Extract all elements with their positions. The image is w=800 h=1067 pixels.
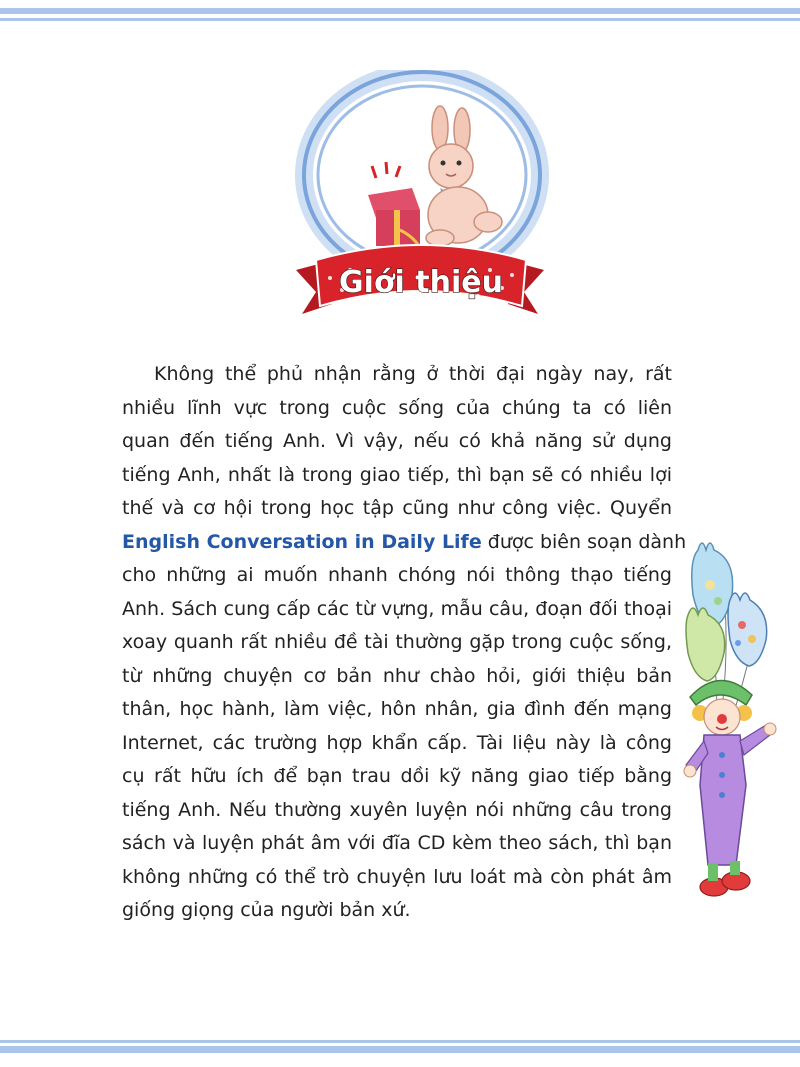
section-title: Giới thiệu — [339, 265, 503, 300]
text-line: nhiều lĩnh vực trong cuộc sống của chúng ta có liên — [122, 396, 672, 419]
top-border-thin — [0, 18, 800, 21]
text-line-rest: được biên soạn dành — [481, 530, 687, 553]
text-line: tiếng Anh. Nếu thường xuyên luyện nói những câu trong — [122, 798, 672, 821]
balloon-icon — [728, 593, 767, 666]
clown-with-balloons-illustration — [680, 535, 798, 935]
top-border-thick — [0, 8, 800, 14]
text-line: cho những ai muốn nhanh chóng nói thông thạo tiếng — [122, 564, 672, 586]
text-line: Internet, các trường hợp khẩn cấp. Tài liệu này là công — [122, 731, 672, 754]
text-line: tiếng Anh, nhất là trong giao tiếp, thì bạn sẽ có nhiều lợi — [122, 463, 672, 486]
text-line-with-title — [122, 526, 687, 560]
book-title: English Conversation in Daily Life — [122, 530, 482, 553]
text-line: giống giọng của người bản xứ. — [122, 899, 411, 921]
text-line: xoay quanh rất nhiều đề tài thường gặp trong cuộc sống, — [122, 631, 672, 653]
text-line: Anh. Sách cung cấp các từ vựng, mẫu câu, đoạn đối thoại — [122, 597, 672, 620]
text-line: Không thể phủ nhận rằng ở thời đại ngày nay, rất — [154, 363, 672, 385]
clown-icon — [684, 680, 776, 896]
text-line: cụ rất hữu ích để bạn trau dồi kỹ năng giao tiếp bằng — [122, 765, 672, 787]
bottom-border-thin — [0, 1040, 800, 1043]
text-line: từ những chuyện cơ bản như chào hỏi, giới thiệu bản — [122, 664, 672, 687]
bottom-border-thick — [0, 1046, 800, 1053]
text-line: thân, học hành, làm việc, hôn nhân, gia đình đến mạng — [122, 698, 672, 720]
text-line: quan đến tiếng Anh. Vì vậy, nếu có khả năng sử dụng — [122, 430, 672, 452]
text-line: không những có thể trò chuyện lưu loát mà còn phát âm — [122, 865, 672, 888]
text-line: thế và cơ hội trong học tập cũng như công việc. Quyển — [122, 497, 672, 519]
text-line: sách và luyện phát âm với đĩa CD kèm theo sách, thì bạn — [122, 832, 672, 854]
intro-paragraph — [122, 358, 687, 928]
intro-emblem — [290, 70, 550, 340]
